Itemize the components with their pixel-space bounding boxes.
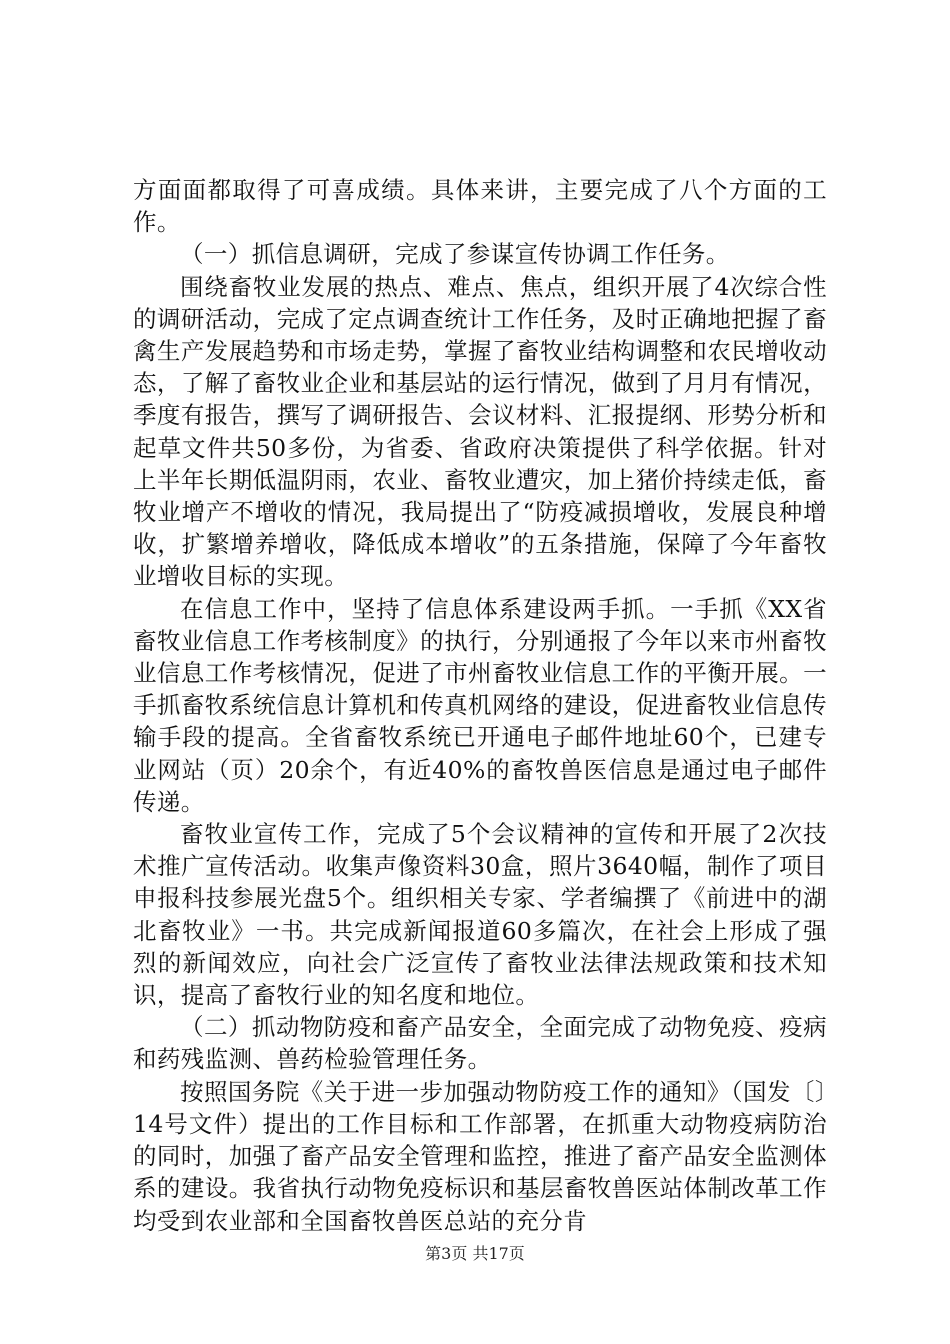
section-heading-1: （一）抓信息调研，完成了参谋宣传协调工作任务。 — [180, 240, 730, 269]
paragraph-publicity-work: 畜牧业宣传工作，完成了5个会议精神的宣传和开展了2次技术推广宣传活动。收集声像资料30盒，照片3640幅，制作了项目申报科技参展光盘5个。组织相关专家、学者编撰了《前进中的湖北畜牧业》一书。共完成新闻报道60多篇次，在社会上形成了强烈的新闻效应，向社会广泛宣传了畜牧业法律法规政策和技术知识，提高了畜牧行业的知名度和地位。 — [133, 820, 827, 1010]
paragraph-information-work: 在信息工作中，坚持了信息体系建设两手抓。一手抓《XX省畜牧业信息工作考核制度》的执行，分别通报了今年以来市州畜牧业信息工作考核情况，促进了市州畜牧业信息工作的平衡开展。一手抓畜牧系统信息计算机和传真机网络的建设，促进畜牧业信息传输手段的提高。全省畜牧系统已开通电子邮件地址60个，已建专业网站（页）20余个，有近40%的畜牧兽医信息是通过电子邮件传递。 — [133, 594, 827, 816]
section-heading-2: （二）抓动物防疫和畜产品安全，全面完成了动物免疫、疫病和药残监测、兽药检验管理任务。 — [133, 1013, 827, 1074]
document-body — [133, 174, 827, 1237]
page-number-footer: 第3页 共17页 — [425, 1244, 525, 1263]
paragraph-research: 围绕畜牧业发展的热点、难点、焦点，组织开展了4次综合性的调研活动，完成了定点调查统计工作任务，及时正确地把握了畜禽生产发展趋势和市场走势，掌握了畜牧业结构调整和农民增收动态，了解了畜牧业企业和基层站的运行情况，做到了月月有情况，季度有报告，撰写了调研报告、会议材料、汇报提纲、形势分析和起草文件共50多份，为省委、省政府决策提供了科学依据。针对上半年长期低温阴雨，农业、畜牧业遭灾，加上猪价持续走低，畜牧业增产不增收的情况，我局提出了“防疫减损增收，发展良种增收，扩繁增养增收，降低成本增收”的五条措施，保障了今年畜牧业增收目标的实现。 — [133, 272, 827, 591]
paragraph-intro-continuation: 方面面都取得了可喜成绩。具体来讲，主要完成了八个方面的工作。 — [133, 176, 827, 237]
paragraph-epidemic-prevention: 按照国务院《关于进一步加强动物防疫工作的通知》（国发〔〕14号文件）提出的工作目标和工作部署，在抓重大动物疫病防治的同时，加强了畜产品安全管理和监控，推进了畜产品安全监测体系的建设。我省执行动物免疫标识和基层畜牧兽医站体制改革工作均受到农业部和全国畜牧兽医总站的充分肯 — [133, 1077, 827, 1235]
